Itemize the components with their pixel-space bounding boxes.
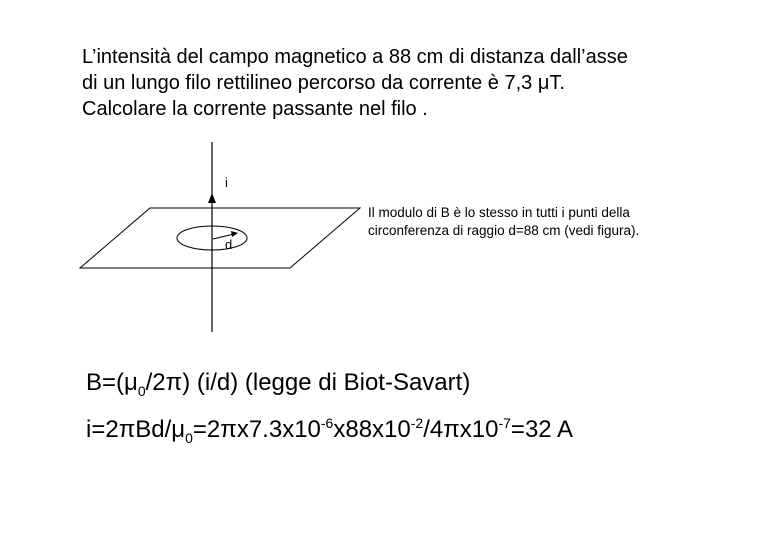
current-calculation: $i=2\pi Bd/\mu_0=2\pi x7.3x10^{-6}x88x10^{-2}/4\pi x10^{-7}=32$ A — [86, 415, 573, 446]
problem-line-3: Calcolare la corrente passante nel filo . — [82, 98, 428, 120]
note-line-2: circonferenza di raggio d=88 cm (vedi figura). — [368, 223, 640, 238]
plane — [80, 208, 360, 268]
problem-line-2: di un lungo filo rettilineo percorso da corrente è 7,3 μT. — [82, 72, 565, 94]
note-line-1: Il modulo di B è lo stesso in tutti i punti della — [368, 205, 630, 220]
biot-savart-formula: $B=(\mu_0/2\pi)$ (i/d) (legge di Biot-Savart) — [86, 369, 471, 399]
problem-line-1: L’intensità del campo magnetico a 88 cm di distanza dall’asse — [82, 46, 628, 68]
radius-arrow-icon — [231, 231, 238, 237]
note — [368, 204, 728, 240]
current-arrow-icon — [208, 193, 216, 203]
radius-label: d — [225, 237, 233, 252]
current-label: i — [225, 175, 228, 190]
